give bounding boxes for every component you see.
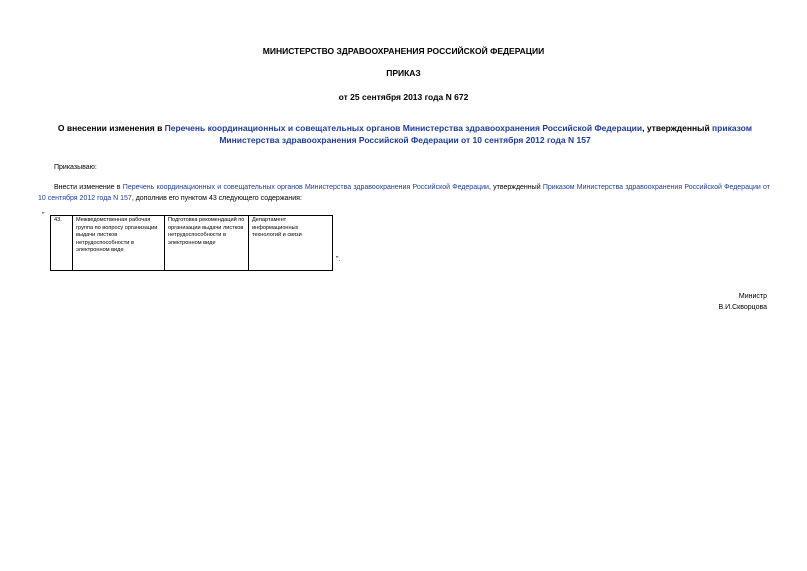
title-link-list[interactable]: Перечень координационных и совещательных органов Министерства здравоохранения Российской Федерации	[164, 123, 643, 133]
table-row	[51, 216, 333, 271]
amendment-table	[50, 215, 333, 271]
table-cell-number: 43.	[51, 216, 73, 271]
decree-word: Приказываю:	[54, 164, 97, 171]
document-date-number: от 25 сентября 2013 года N 672	[338, 92, 469, 102]
quote-close-mark: ".	[336, 256, 341, 263]
quote-open-mark: "	[42, 212, 45, 219]
body-link-list[interactable]: Перечень координационных и совещательных органов Министерства здравоохранения Российской Федерации	[122, 184, 489, 191]
title-middle: , утвержденный	[642, 123, 713, 133]
title-prefix: О внесении изменения в	[57, 123, 165, 133]
table-cell-body-name: Межведомственная рабочая группа по вопросу организации выдачи листков нетрудоспособности в электронном виде	[73, 216, 165, 271]
table-cell-department: Департамент информационных технологий и связи	[249, 216, 333, 271]
title-link-order[interactable]: приказом Министерства здравоохранения Российской Федерации от 10 сентября 2012 года N 157	[219, 123, 753, 145]
signature-name: В.И.Скворцова	[718, 304, 767, 311]
document-type: ПРИКАЗ	[386, 68, 421, 78]
body-text-2: , утвержденный	[488, 184, 543, 191]
ministry-heading: МИНИСТЕРСТВО ЗДРАВООХРАНЕНИЯ РОССИЙСКОЙ ФЕДЕРАЦИИ	[262, 46, 545, 56]
signature-position: Министр	[738, 293, 767, 300]
body-text-1: Внести изменение в	[54, 184, 123, 191]
body-link-order[interactable]: Приказом Министерства здравоохранения Российской Федерации от 10 сентября 2012 года N 157	[38, 184, 770, 202]
body-paragraph	[38, 183, 770, 204]
body-text-3: , дополнив его пунктом 43 следующего содержания:	[131, 194, 302, 202]
table-cell-task: Подготовка рекомендаций по организации выдачи листков нетрудоспособности в электронном виде	[165, 216, 249, 271]
document-title	[30, 122, 780, 146]
